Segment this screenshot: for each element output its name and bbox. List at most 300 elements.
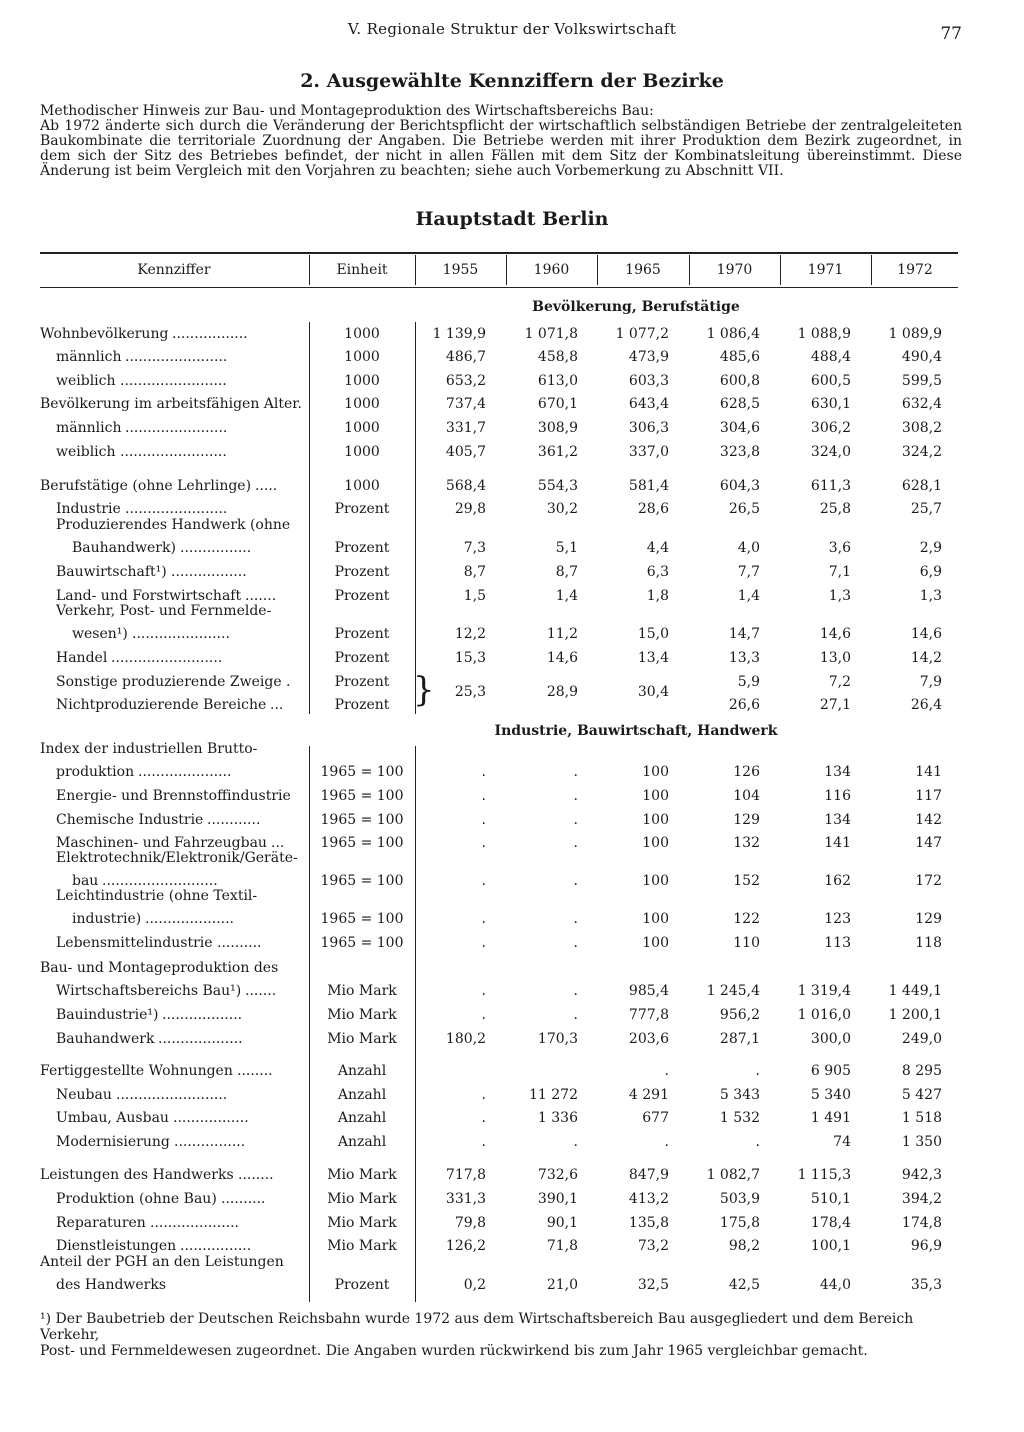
row-label [40, 396, 302, 413]
row-value: . [573, 911, 578, 927]
row-label-text: Nichtproduzierende Bereiche [56, 697, 267, 713]
row-value: 100 [642, 873, 669, 889]
row-value: 14,2 [910, 650, 942, 666]
note-heading: Methodischer Hinweis zur Bau- und Montageproduktion des Wirtschaftsbereichs Bau: [40, 103, 654, 119]
row-value: 510,1 [810, 1191, 851, 1207]
row-value: 100 [642, 812, 669, 828]
row-value: . [481, 812, 486, 828]
row-value: 73,2 [637, 1238, 669, 1254]
row-value: 5,9 [737, 674, 760, 690]
row-label [56, 373, 116, 390]
row-value: 308,9 [537, 420, 578, 436]
row-value: 628,1 [901, 478, 942, 494]
row-value: 14,6 [910, 626, 942, 642]
row-value: 1,8 [646, 588, 669, 604]
row-unit: Prozent [334, 674, 390, 690]
row-label-line: Verkehr, Post- und Fernmelde- [56, 603, 272, 619]
row-value: 985,4 [628, 983, 669, 999]
row-label [56, 764, 134, 781]
row-unit: 1000 [344, 478, 380, 494]
row-value: 21,0 [546, 1277, 578, 1293]
row-value: 1 449,1 [888, 983, 942, 999]
row-value: 554,3 [537, 478, 578, 494]
row-value: 1 139,9 [432, 326, 486, 342]
row-value: 100 [642, 788, 669, 804]
row-unit: Prozent [334, 501, 390, 517]
row-value: 8,7 [555, 564, 578, 580]
row-label-line: Index der industriellen Brutto- [40, 741, 258, 757]
row-value: 1 491 [810, 1110, 851, 1126]
row-value: 28,6 [637, 501, 669, 517]
row-value: 42,5 [728, 1277, 760, 1293]
row-label [72, 540, 176, 557]
row-value: . [755, 1134, 760, 1150]
row-value: 170,3 [537, 1031, 578, 1047]
row-value: 331,7 [445, 420, 486, 436]
header-1960: 1960 [533, 262, 570, 278]
row-value: 203,6 [628, 1031, 669, 1047]
methodological-note [40, 104, 962, 179]
row-value: 331,3 [445, 1191, 486, 1207]
row-value: 1,4 [737, 588, 760, 604]
row-label-text: Bauindustrie¹) [56, 1007, 159, 1023]
row-value: . [481, 1134, 486, 1150]
row-value: 486,7 [445, 349, 486, 365]
row-unit: Anzahl [337, 1063, 387, 1079]
row-label [56, 1007, 158, 1024]
row-value: 3,6 [828, 540, 851, 556]
row-label-text: Lebensmittelindustrie [56, 935, 213, 951]
row-unit: Prozent [334, 1277, 390, 1293]
footnote-line: Post- und Fernmeldewesen zugeordnet. Die Angaben wurden rückwirkend bis zum Jahr 1965 vergleichbar gemacht. [40, 1343, 868, 1359]
dot-leader: ....................... [125, 420, 228, 436]
row-value: 30,2 [546, 501, 578, 517]
row-value: 630,1 [810, 396, 851, 412]
row-value: 5 340 [810, 1087, 851, 1103]
row-label-text: Bevölkerung im arbeitsfähigen Alter. [40, 396, 302, 412]
row-unit: 1965 = 100 [320, 835, 404, 851]
row-value: 7,7 [737, 564, 760, 580]
dot-leader: ................... [158, 1031, 243, 1047]
row-label [56, 349, 121, 366]
row-label [40, 478, 251, 495]
row-value: 5,1 [555, 540, 578, 556]
row-label-text: Wirtschaftsbereichs Bau¹) [56, 983, 242, 999]
dot-leader: .................... [150, 1215, 240, 1231]
row-value: 35,3 [910, 1277, 942, 1293]
row-value: 956,2 [719, 1007, 760, 1023]
row-value: 604,3 [719, 478, 760, 494]
row-value: 6,9 [919, 564, 942, 580]
row-value: 79,8 [454, 1215, 486, 1231]
row-value: 1 077,2 [615, 326, 669, 342]
row-value: 14,7 [728, 626, 760, 642]
row-unit: Prozent [334, 697, 390, 713]
table-top-rule [40, 252, 958, 254]
dot-leader: ....................... [125, 349, 228, 365]
row-label-line: Produzierendes Handwerk (ohne [56, 517, 291, 533]
dot-leader: ..................... [138, 764, 232, 780]
dot-leader: ................ [180, 1238, 252, 1254]
dot-leader: ......................... [116, 1087, 228, 1103]
row-value: 643,4 [628, 396, 669, 412]
row-value: 306,2 [810, 420, 851, 436]
row-label-text: Sonstige produzierende Zweige [56, 674, 282, 690]
row-label [56, 1031, 154, 1048]
row-value: 5 343 [719, 1087, 760, 1103]
row-label [56, 1134, 170, 1151]
row-label [56, 444, 116, 461]
row-value: . [573, 873, 578, 889]
row-value: 7,9 [919, 674, 942, 690]
row-unit: 1000 [344, 396, 380, 412]
row-value: 1 082,7 [706, 1167, 760, 1183]
dot-leader: ................. [171, 564, 247, 580]
row-value: 96,9 [910, 1238, 942, 1254]
row-value: . [664, 1134, 669, 1150]
row-value: . [573, 835, 578, 851]
row-value: 113 [824, 935, 851, 951]
row-value: 129 [733, 812, 760, 828]
row-value: 394,2 [901, 1191, 942, 1207]
row-value: 44,0 [819, 1277, 851, 1293]
row-unit: Anzahl [337, 1134, 387, 1150]
row-value: 603,3 [628, 373, 669, 389]
row-value: 677 [642, 1110, 669, 1126]
row-label [40, 1063, 233, 1080]
row-unit: 1965 = 100 [320, 788, 404, 804]
row-value: 0,2 [463, 1277, 486, 1293]
row-label [56, 674, 282, 691]
row-value: 14,6 [546, 650, 578, 666]
row-value: . [481, 1087, 486, 1103]
dot-leader: ...................... [132, 626, 230, 642]
row-value: 26,4 [910, 697, 942, 713]
row-unit: Mio Mark [327, 1031, 397, 1047]
row-unit: Mio Mark [327, 1238, 397, 1254]
row-value: 1 200,1 [888, 1007, 942, 1023]
row-unit: 1965 = 100 [320, 873, 404, 889]
row-value: 100 [642, 764, 669, 780]
row-value: 306,3 [628, 420, 669, 436]
running-head: V. Regionale Struktur der Volkswirtschaft [347, 20, 677, 38]
row-label-text: Wohnbevölkerung [40, 326, 169, 342]
row-value: 473,9 [628, 349, 669, 365]
row-value: 1 336 [537, 1110, 578, 1126]
row-value: 490,4 [901, 349, 942, 365]
row-label-line: Elektrotechnik/Elektronik/Geräte- [56, 850, 298, 866]
row-value: 71,8 [546, 1238, 578, 1254]
row-value: . [755, 1063, 760, 1079]
row-value: 100 [642, 835, 669, 851]
row-unit: Mio Mark [327, 1191, 397, 1207]
row-unit: Mio Mark [327, 1007, 397, 1023]
row-value: 147 [915, 835, 942, 851]
row-label [56, 935, 213, 952]
row-value: 503,9 [719, 1191, 760, 1207]
row-unit: 1000 [344, 326, 380, 342]
merge-brace: } [413, 670, 435, 710]
row-value: 122 [733, 911, 760, 927]
row-label-text: Chemische Industrie [56, 812, 204, 828]
row-value: . [573, 788, 578, 804]
row-label [56, 1238, 176, 1255]
row-label-text: Bauwirtschaft¹) [56, 564, 167, 580]
row-value: 287,1 [719, 1031, 760, 1047]
header-1971: 1971 [807, 262, 844, 278]
row-value: 100 [642, 911, 669, 927]
row-value: 249,0 [901, 1031, 942, 1047]
dot-leader: .......... [221, 1191, 266, 1207]
row-label [72, 911, 141, 928]
row-value: 1 518 [901, 1110, 942, 1126]
row-label-text: Berufstätige (ohne Lehrlinge) [40, 478, 252, 494]
row-value: 180,2 [445, 1031, 486, 1047]
row-value: 8,7 [463, 564, 486, 580]
row-label-text: Modernisierung [56, 1134, 170, 1150]
row-value: 324,0 [810, 444, 851, 460]
row-value: 1 016,0 [797, 1007, 851, 1023]
row-value: 126 [733, 764, 760, 780]
row-value: 104 [733, 788, 760, 804]
row-label-text: Umbau, Ausbau [56, 1110, 169, 1126]
row-value: 2,9 [919, 540, 942, 556]
row-value: 324,2 [901, 444, 942, 460]
row-value: 118 [915, 935, 942, 951]
row-value: 26,6 [728, 697, 760, 713]
row-value: 162 [824, 873, 851, 889]
row-label-text: Energie- und Brennstoffindustrie [56, 788, 291, 804]
row-value: 405,7 [445, 444, 486, 460]
table-header-rule [40, 287, 958, 288]
row-value: 175,8 [719, 1215, 760, 1231]
row-unit: Prozent [334, 564, 390, 580]
row-value: 599,5 [901, 373, 942, 389]
row-value: 1 086,4 [706, 326, 760, 342]
row-value: 568,4 [445, 478, 486, 494]
row-value: . [573, 935, 578, 951]
row-label [56, 501, 121, 518]
header-1972: 1972 [897, 262, 933, 278]
page-number: 77 [940, 24, 962, 44]
row-label-text: Dienstleistungen [56, 1238, 177, 1254]
dot-leader: .................. [162, 1007, 243, 1023]
row-value: 628,5 [719, 396, 760, 412]
row-value: . [481, 983, 486, 999]
row-value: 323,8 [719, 444, 760, 460]
row-value: 132 [733, 835, 760, 851]
section-title: 2. Ausgewählte Kennziffern der Bezirke [300, 70, 724, 92]
row-value: 15,0 [637, 626, 669, 642]
row-value: 485,6 [719, 349, 760, 365]
row-value: 110 [733, 935, 760, 951]
row-value: 141 [824, 835, 851, 851]
row-value: 732,6 [537, 1167, 578, 1183]
row-label-text: Land- und Forstwirtschaft [56, 588, 242, 604]
row-label [56, 650, 107, 667]
row-label [56, 1110, 169, 1127]
row-value: 117 [915, 788, 942, 804]
row-value: 653,2 [445, 373, 486, 389]
row-value: 1,4 [555, 588, 578, 604]
row-label [56, 788, 291, 805]
row-unit: 1000 [344, 349, 380, 365]
row-value: 4 291 [628, 1087, 669, 1103]
row-unit: 1965 = 100 [320, 911, 404, 927]
note-body: Ab 1972 änderte sich durch die Veränderung der Berichtspflicht der wirtschaftlich selbständigen Betriebe der zentralgeleiteten Baukombinate die territoriale Zuordnung der Angaben. Die Betriebe werden mit ihrer Produktion dem Bezirk zugeordnet, in dem sich der Sitz des Betriebes befindet, der nicht in allen Fällen mit dem Sitz der Kombinatsleitung übereinstimmt. Diese Änderung ist beim Vergleich mit den Vorjahren zu beachten; siehe auch Vorbemerkung zu Abschnitt VII. [40, 118, 962, 179]
dot-leader: . [286, 674, 291, 690]
row-label [56, 1277, 166, 1294]
row-label [56, 983, 241, 1000]
dot-leader: ....... [245, 983, 277, 999]
header-1965: 1965 [625, 262, 661, 278]
row-value: 304,6 [719, 420, 760, 436]
dot-leader: ........ [237, 1063, 273, 1079]
row-value: 390,1 [537, 1191, 578, 1207]
row-value: 29,8 [454, 501, 486, 517]
dot-leader: ..... [255, 478, 278, 494]
row-label-text: Bauhandwerk [56, 1031, 155, 1047]
row-value: . [481, 788, 486, 804]
row-value: . [481, 835, 486, 851]
dot-leader: ... [271, 835, 285, 851]
row-unit: Anzahl [337, 1110, 387, 1126]
row-value: 308,2 [901, 420, 942, 436]
row-value: 300,0 [810, 1031, 851, 1047]
row-value: 116 [824, 788, 851, 804]
row-label-text: Handel [56, 650, 108, 666]
row-value: 172 [915, 873, 942, 889]
row-label-text: Leistungen des Handwerks [40, 1167, 234, 1183]
row-value: 13,3 [728, 650, 760, 666]
dot-leader: ........ [238, 1167, 274, 1183]
row-value: 1 532 [719, 1110, 760, 1126]
row-value: 98,2 [728, 1238, 760, 1254]
row-unit: Anzahl [337, 1087, 387, 1103]
row-value: . [664, 1063, 669, 1079]
row-value: 1 089,9 [888, 326, 942, 342]
row-label [40, 1167, 234, 1184]
row-value: 13,4 [637, 650, 669, 666]
section-heading: Bevölkerung, Berufstätige [532, 299, 740, 315]
row-label-text: Industrie [56, 501, 121, 517]
dot-leader: .......... [217, 935, 262, 951]
dot-leader: ................. [173, 1110, 249, 1126]
row-value: 632,4 [901, 396, 942, 412]
row-value: 14,6 [819, 626, 851, 642]
header-kennziffer: Kennziffer [137, 262, 211, 278]
row-value: 1 350 [901, 1134, 942, 1150]
row-unit: Prozent [334, 626, 390, 642]
merged-value: 25,3 [454, 684, 486, 700]
dot-leader: ......................... [111, 650, 223, 666]
row-label-text: männlich [56, 349, 122, 365]
row-value: . [573, 812, 578, 828]
row-value: . [481, 935, 486, 951]
row-value: 7,3 [463, 540, 486, 556]
dot-leader: ............ [207, 812, 261, 828]
row-value: 4,4 [646, 540, 669, 556]
row-value: 6 905 [810, 1063, 851, 1079]
row-unit: Mio Mark [327, 1167, 397, 1183]
row-value: 6,3 [646, 564, 669, 580]
dot-leader: .......................... [102, 873, 218, 889]
row-value: 129 [915, 911, 942, 927]
row-label-text: weiblich [56, 444, 116, 460]
row-value: 174,8 [901, 1215, 942, 1231]
dot-leader: .................... [145, 911, 235, 927]
dot-leader: ....... [245, 588, 277, 604]
footnote [40, 1311, 962, 1359]
row-value: 26,5 [728, 501, 760, 517]
row-value: . [481, 873, 486, 889]
merged-value: 30,4 [637, 684, 669, 700]
row-label-line: Anteil der PGH an den Leistungen [40, 1254, 284, 1270]
row-label-line: Leichtindustrie (ohne Textil- [56, 888, 258, 904]
row-value: 100 [642, 935, 669, 951]
row-label-text: Fertiggestellte Wohnungen [40, 1063, 233, 1079]
row-label [56, 564, 167, 581]
row-value: 135,8 [628, 1215, 669, 1231]
row-value: 134 [824, 812, 851, 828]
row-value: 613,0 [537, 373, 578, 389]
row-value: 5 427 [901, 1087, 942, 1103]
row-value: 134 [824, 764, 851, 780]
row-value: 74 [833, 1134, 851, 1150]
row-label-text: weiblich [56, 373, 116, 389]
row-value: 600,8 [719, 373, 760, 389]
row-label [56, 1191, 217, 1208]
row-value: 25,7 [910, 501, 942, 517]
row-label [72, 626, 128, 643]
row-label-text: wesen¹) [72, 626, 128, 642]
row-value: . [573, 1134, 578, 1150]
row-value: 32,5 [637, 1277, 669, 1293]
dot-leader: ... [270, 697, 284, 713]
footnote-line: ¹) Der Baubetrieb der Deutschen Reichsbahn wurde 1972 aus dem Wirtschaftsbereich Bau ausgegliedert und dem Bereich Verkehr, [40, 1311, 914, 1343]
row-value: 611,3 [810, 478, 851, 494]
row-value: 1 088,9 [797, 326, 851, 342]
row-label [40, 326, 168, 343]
row-label-text: männlich [56, 420, 122, 436]
row-unit: Mio Mark [327, 983, 397, 999]
row-value: 152 [733, 873, 760, 889]
row-unit: 1965 = 100 [320, 935, 404, 951]
row-unit: 1965 = 100 [320, 812, 404, 828]
row-value: . [573, 1007, 578, 1023]
row-value: 413,2 [628, 1191, 669, 1207]
row-unit: 1000 [344, 373, 380, 389]
row-value: 670,1 [537, 396, 578, 412]
row-value: . [481, 911, 486, 927]
dot-leader: ................ [180, 540, 252, 556]
row-value: 600,5 [810, 373, 851, 389]
row-label-text: Maschinen- und Fahrzeugbau [56, 835, 267, 851]
row-value: 1 071,8 [524, 326, 578, 342]
row-value: 142 [915, 812, 942, 828]
row-unit: 1000 [344, 420, 380, 436]
row-value: 126,2 [445, 1238, 486, 1254]
row-value: 123 [824, 911, 851, 927]
row-label-text: Reparaturen [56, 1215, 146, 1231]
row-value: 1 115,3 [797, 1167, 851, 1183]
row-value: 7,2 [828, 674, 851, 690]
row-value: 1,5 [463, 588, 486, 604]
row-value: 11,2 [546, 626, 578, 642]
row-value: . [481, 764, 486, 780]
row-value: . [481, 1007, 486, 1023]
row-value: 8 295 [901, 1063, 942, 1079]
